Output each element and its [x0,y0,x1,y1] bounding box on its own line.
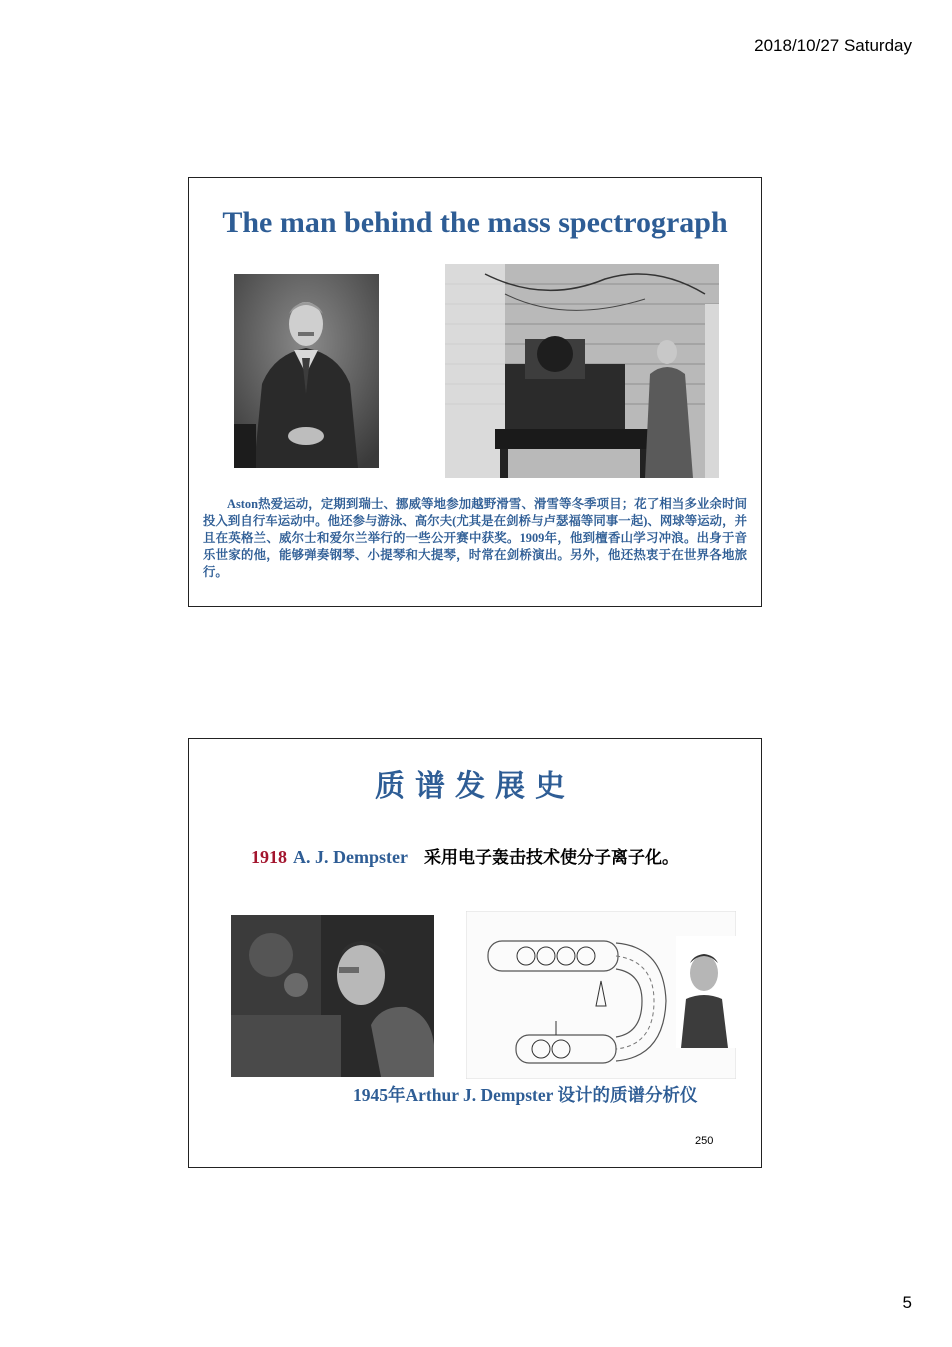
aston-portrait-photo [234,274,379,468]
slide-1 [188,177,762,607]
dempster-description: 采用电子轰击技术使分子离子化。 [423,848,679,868]
lab-image [445,264,719,478]
portrait-image [234,274,379,468]
slide-2-caption: 1945年Arthur J. Dempster 设计的质谱分析仪 [353,1085,698,1105]
diagram-image [466,911,736,1079]
year-label: 1918 [251,847,287,867]
scientist-name: A. J. Dempster [293,847,408,867]
slide-2-title: 质谱发展史 [375,769,575,804]
header-date: 2018/10/27 Saturday [754,36,912,55]
slide-1-caption: Aston热爱运动，定期到瑞士、挪威等地参加越野滑雪、滑雪等冬季项目；花了相当多业余时间投入到自行车运动中。他还参与游泳、高尔夫(尤其是在剑桥与卢瑟福等同事一起)、网球等运动，并且在英格兰、威尔士和爱尔兰举行的一些公开赛中获奖。1909年，他到檀香山学习冲浪。出身于音乐世家的他，能够弹奏钢琴、小提琴和大提琴，时常在剑桥演出。另外，他还热衷于在世界各地旅行。 [203,497,747,579]
dempster-lab-photo [231,915,434,1077]
slide-2 [188,738,762,1168]
laboratory-photo [445,264,719,478]
mass-spectrometer-diagram [466,911,736,1079]
dempster-photo-image [231,915,434,1077]
slide-number: 250 [695,1135,714,1147]
page-number: 5 [902,1293,912,1312]
slide-1-title: The man behind the mass spectrograph [222,206,728,239]
dempster-line [251,843,679,868]
